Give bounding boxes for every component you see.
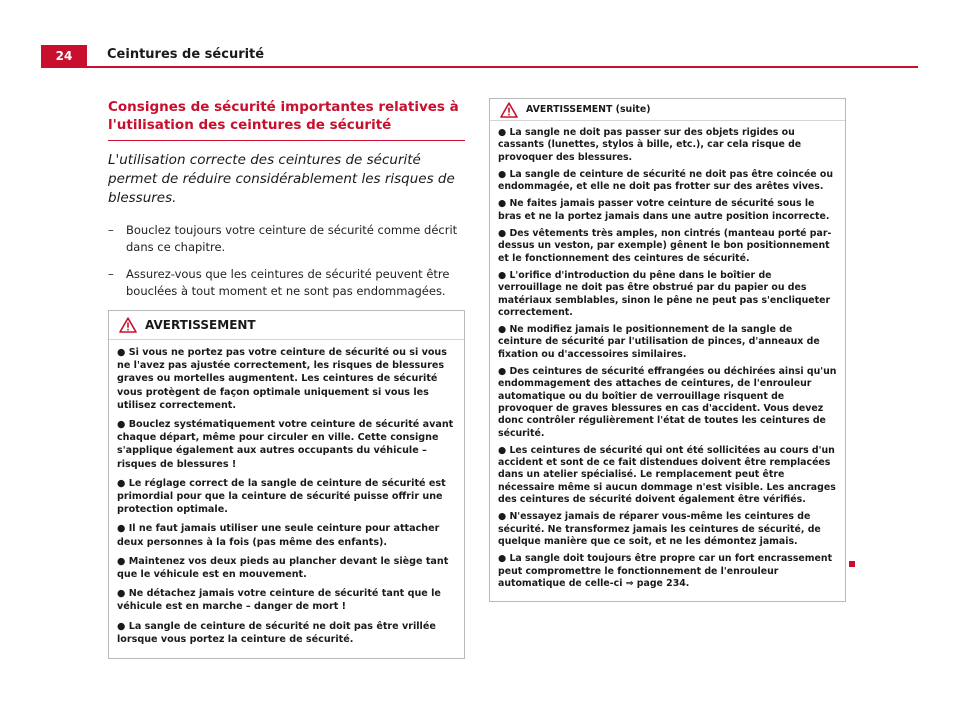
warning-item [117, 555, 456, 581]
section-end-marker [849, 561, 855, 567]
warning-header [109, 311, 464, 340]
warning-item [498, 511, 837, 548]
list-item [108, 222, 465, 256]
warning-item [498, 324, 837, 361]
list-item [108, 266, 465, 300]
section-title: Consignes de sécurité importantes relatives à l'utilisation des ceintures de sécurité [108, 98, 465, 141]
bullet: ● [117, 477, 126, 489]
warning-item-text: Ne modifiez jamais le positionnement de la sangle de ceinture de sécurité par l'utilisation de pinces, d'anneaux de fixation ou d'accessoires similaires. [498, 324, 820, 360]
bullet: ● [498, 511, 507, 523]
bullet: ● [498, 444, 507, 456]
bullet: ● [498, 168, 507, 180]
warning-box [108, 310, 465, 659]
warning-heading: AVERTISSEMENT [145, 318, 256, 332]
warning-item-text: La sangle doit toujours être propre car un fort encrassement peut compromettre le fonctionnement de l'enrouleur automatique de celle-ci ⇒ page 234. [498, 553, 833, 589]
instruction-list [108, 222, 465, 300]
intro-text: L'utilisation correcte des ceintures de sécurité permet de réduire considérablement les risques de blessures. [108, 152, 455, 206]
bullet: ● [498, 324, 507, 336]
warning-continued-box [489, 98, 846, 602]
warning-triangle-icon [119, 317, 137, 333]
warning-header [490, 99, 845, 121]
bullet: ● [498, 553, 507, 565]
bullet: ● [117, 523, 126, 535]
bullet: ● [117, 419, 126, 431]
warning-item [498, 553, 837, 590]
warning-item-text: La sangle de ceinture de sécurité ne doit pas être vrillée lorsque vous portez la ceinture de sécurité. [117, 620, 436, 645]
list-item-text: Assurez-vous que les ceintures de sécurité peuvent être bouclées à tout moment et ne sont pas endommagées. [126, 267, 450, 298]
warning-item [498, 169, 837, 194]
warning-item-text: Bouclez systématiquement votre ceinture de sécurité avant chaque départ, même pour circuler en ville. Cette consigne s'applique également aux autres occupants du véhicule – risques de blessures ! [117, 419, 454, 470]
warning-item [117, 620, 456, 646]
warning-item-text: Si vous ne portez pas votre ceinture de sécurité ou si vous ne l'avez pas ajustée correctement, les risques de blessures graves ou mortelles augmentent. Les ceintures de sécurité vous protègent de façon optimale uniquement si vous les utilisez correctement. [117, 347, 447, 411]
warning-item-text: Les ceintures de sécurité qui ont été sollicitées au cours d'un accident et sont de ce fait distendues doivent être remplacées dans un atelier spécialisé. Le remplacement peut être nécessaire même si aucun dommage n'est visible. Les ancrages des ceintures de sécurité doivent également être vérifiés. [498, 444, 836, 506]
warning-item-text: Ne faites jamais passer votre ceinture de sécurité sous le bras et ne la portez jamais dans une autre position incorrecte. [498, 198, 830, 222]
warning-item [498, 198, 837, 223]
bullet: ● [117, 555, 126, 567]
bullet: ● [117, 620, 126, 632]
list-dash: – [108, 223, 114, 237]
warning-item [117, 522, 456, 548]
warning-item-text: La sangle ne doit pas passer sur des objets rigides ou cassants (lunettes, stylos à bille, etc.), car cela risque de provoquer des blessures. [498, 127, 802, 163]
chapter-title: Ceintures de sécurité [107, 47, 265, 62]
warning-item [117, 418, 456, 471]
warning-item-text: Le réglage correct de la sangle de ceinture de sécurité est primordial pour que la ceinture de sécurité puisse offrir une protection optimale. [117, 477, 446, 516]
right-column [489, 98, 846, 602]
warning-item [117, 346, 456, 412]
bullet: ● [498, 198, 507, 210]
bullet: ● [117, 588, 126, 600]
warning-item-text: Des vêtements très amples, non cintrés (manteau porté par-dessus un veston, par exemple) gênent le bon positionnement et le fonctionnement des ceintures de sécurité. [498, 228, 832, 264]
bullet: ● [117, 347, 126, 358]
warning-item-text: Il ne faut jamais utiliser une seule ceinture pour attacher deux personnes à la fois (pas même des enfants). [117, 523, 440, 548]
warning-body [109, 340, 464, 658]
bullet: ● [498, 228, 507, 240]
header-divider [41, 66, 918, 68]
warning-body [490, 121, 845, 601]
left-column [108, 98, 465, 659]
warning-item [117, 477, 456, 517]
warning-item [498, 270, 837, 319]
bullet: ● [498, 269, 507, 281]
list-dash: – [108, 267, 114, 281]
warning-item [498, 127, 837, 164]
warning-item-text: L'orifice d'introduction du pêne dans le boîtier de verrouillage ne doit pas être obstrué par du papier ou des matériaux semblables, sinon le pêne ne peut pas s'encliqueter correctement. [498, 269, 831, 318]
warning-item-text: Des ceintures de sécurité effrangées ou déchirées ainsi qu'un endommagement des attaches de ceintures, de l'enrouleur automatique ou du boîtier de verrouillage risquent de provoquer de graves blessures en cas d'accident. Vous devez donc contrôler régulièrement l'état de toutes les ceintures de sécurité. [498, 366, 837, 439]
list-item-text: Bouclez toujours votre ceinture de sécurité comme décrit dans ce chapitre. [126, 223, 458, 254]
warning-item-text: Ne détachez jamais votre ceinture de sécurité tant que le véhicule est en marche – danger de mort ! [117, 588, 441, 613]
warning-item [117, 587, 456, 613]
warning-item-text: La sangle de ceinture de sécurité ne doit pas être coincée ou endommagée, et elle ne doit pas frotter sur des arêtes vives. [498, 168, 834, 193]
page-number: 24 [41, 45, 87, 66]
warning-item [498, 445, 837, 506]
bullet: ● [498, 127, 507, 138]
warning-heading: AVERTISSEMENT (suite) [526, 104, 651, 115]
page-header [0, 0, 960, 70]
warning-triangle-icon [500, 102, 518, 118]
warning-item-text: N'essayez jamais de réparer vous-même les ceintures de sécurité. Ne transformez jamais les ceintures de sécurité, de quelque manière que ce soit, et ne les démontez jamais. [498, 511, 821, 547]
bullet: ● [498, 366, 507, 378]
warning-item-text: Maintenez vos deux pieds au plancher devant le siège tant que le véhicule est en mouvement. [117, 555, 449, 581]
warning-item [498, 366, 837, 440]
warning-item [498, 228, 837, 265]
